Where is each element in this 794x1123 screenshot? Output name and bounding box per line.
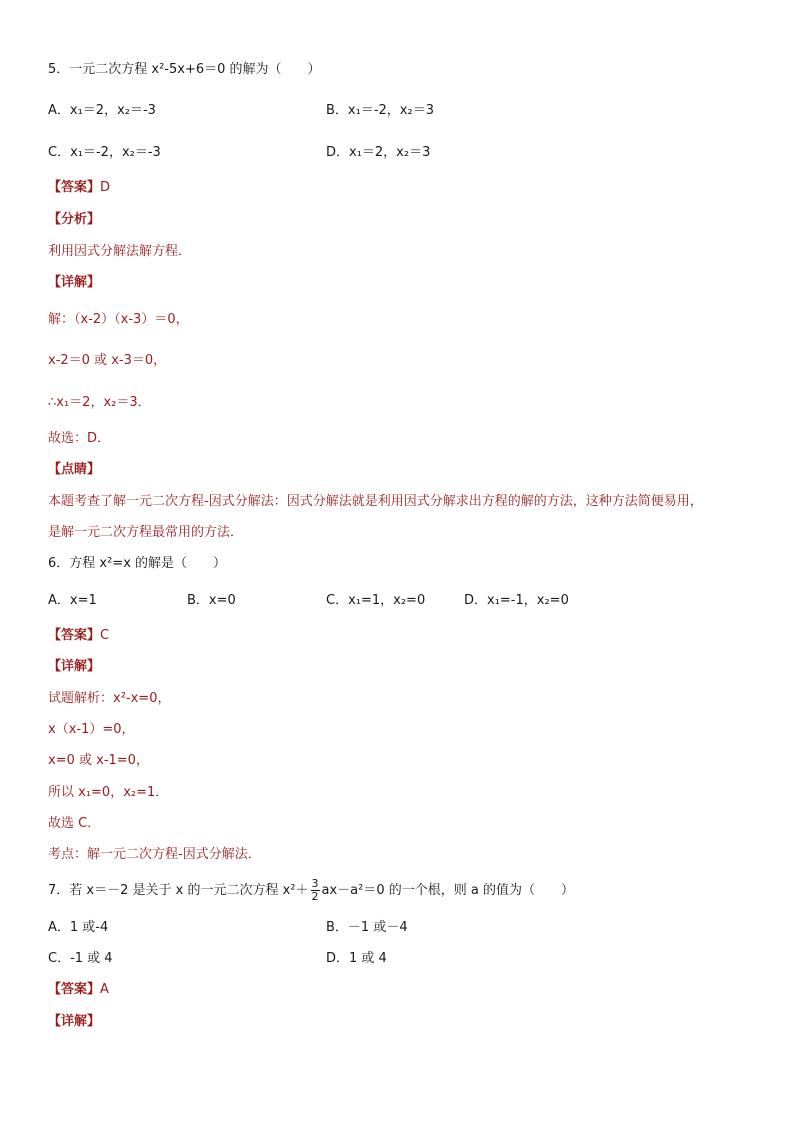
q6-option-b: B．x=0: [187, 593, 236, 608]
q6-option-a: A．x=1: [48, 593, 97, 608]
q7-detail-label: 【详解】: [48, 1014, 101, 1029]
q5-conclusion: 故选：D．: [48, 431, 111, 446]
q5-stem: 5．一元二次方程 x²-5x+6＝0 的解为（ ）: [48, 62, 321, 77]
q7-answer: [48, 981, 109, 999]
fraction: [311, 878, 320, 903]
q5-option-b: B．x₁＝-2，x₂＝3: [326, 103, 434, 118]
q6-option-c: C．x₁=1，x₂=0: [326, 593, 426, 608]
q6-topic: 考点：解一元二次方程-因式分解法．: [48, 847, 261, 862]
q5-analysis-label: 【分析】: [48, 212, 101, 227]
answer-label: 【答案】: [48, 628, 101, 643]
q5-answer: [48, 179, 110, 197]
q7-option-c: C．-1 或 4: [48, 951, 113, 966]
answer-value: C: [100, 628, 110, 643]
q5-comment-line-2: 是解一元二次方程最常用的方法．: [48, 525, 244, 540]
stem-part-1: 7．若 x＝－2 是关于 x 的一元二次方程 x²＋: [48, 883, 309, 898]
fraction-denominator: 2: [311, 890, 319, 903]
q6-answer: [48, 627, 109, 645]
q7-option-a: A．1 或-4: [48, 920, 109, 935]
q5-comment-label: 【点睛】: [48, 462, 101, 477]
q7-option-d: D．1 或 4: [326, 951, 387, 966]
q5-analysis: 利用因式分解法解方程．: [48, 244, 192, 259]
detail-text: x²-x=0，: [113, 691, 171, 706]
q5-option-c: C．x₁＝-2，x₂＝-3: [48, 145, 161, 160]
q6-stem: 6．方程 x²=x 的解是（ ）: [48, 556, 227, 571]
stem-part-2: ax－a²＝0 的一个根，则 a 的值为（ ）: [321, 883, 574, 898]
q6-detail-line-1: [48, 690, 170, 708]
q7-stem: [48, 874, 574, 908]
answer-value: A: [100, 982, 109, 997]
answer-value: D: [100, 180, 111, 195]
detail-prefix: 试题解析：: [48, 691, 114, 706]
q5-comment-line-1: 本题考查了解一元二次方程-因式分解法：因式分解法就是利用因式分解求出方程的解的方法，这种方法简便易用，: [48, 494, 703, 509]
fraction-numerator: 3: [311, 877, 319, 890]
q5-detail-line-2: x-2＝0 或 x-3＝0，: [48, 353, 167, 368]
q5-detail-label: 【详解】: [48, 275, 101, 290]
q5-detail-line-3: ∴x₁＝2，x₂＝3．: [48, 395, 151, 410]
q6-option-d: D．x₁=-1，x₂=0: [464, 593, 569, 608]
q6-detail-line-2: x（x-1）=0，: [48, 722, 135, 737]
q6-detail-label: 【详解】: [48, 659, 101, 674]
q6-detail-line-4: 所以 x₁=0，x₂=1．: [48, 785, 169, 800]
answer-label: 【答案】: [48, 180, 101, 195]
detail-text: （x-2）（x-3）＝0，: [74, 312, 189, 327]
q5-option-a: A．x₁＝2，x₂＝-3: [48, 103, 156, 118]
q5-option-d: D．x₁＝2，x₂＝3: [326, 145, 431, 160]
q6-detail-line-3: x=0 或 x-1=0，: [48, 753, 149, 768]
detail-prefix: 解：: [48, 312, 75, 327]
q7-option-b: B．－1 或－4: [326, 920, 408, 935]
q6-conclusion: 故选 C．: [48, 816, 101, 831]
q5-detail-line-1: [48, 311, 189, 329]
answer-label: 【答案】: [48, 982, 101, 997]
